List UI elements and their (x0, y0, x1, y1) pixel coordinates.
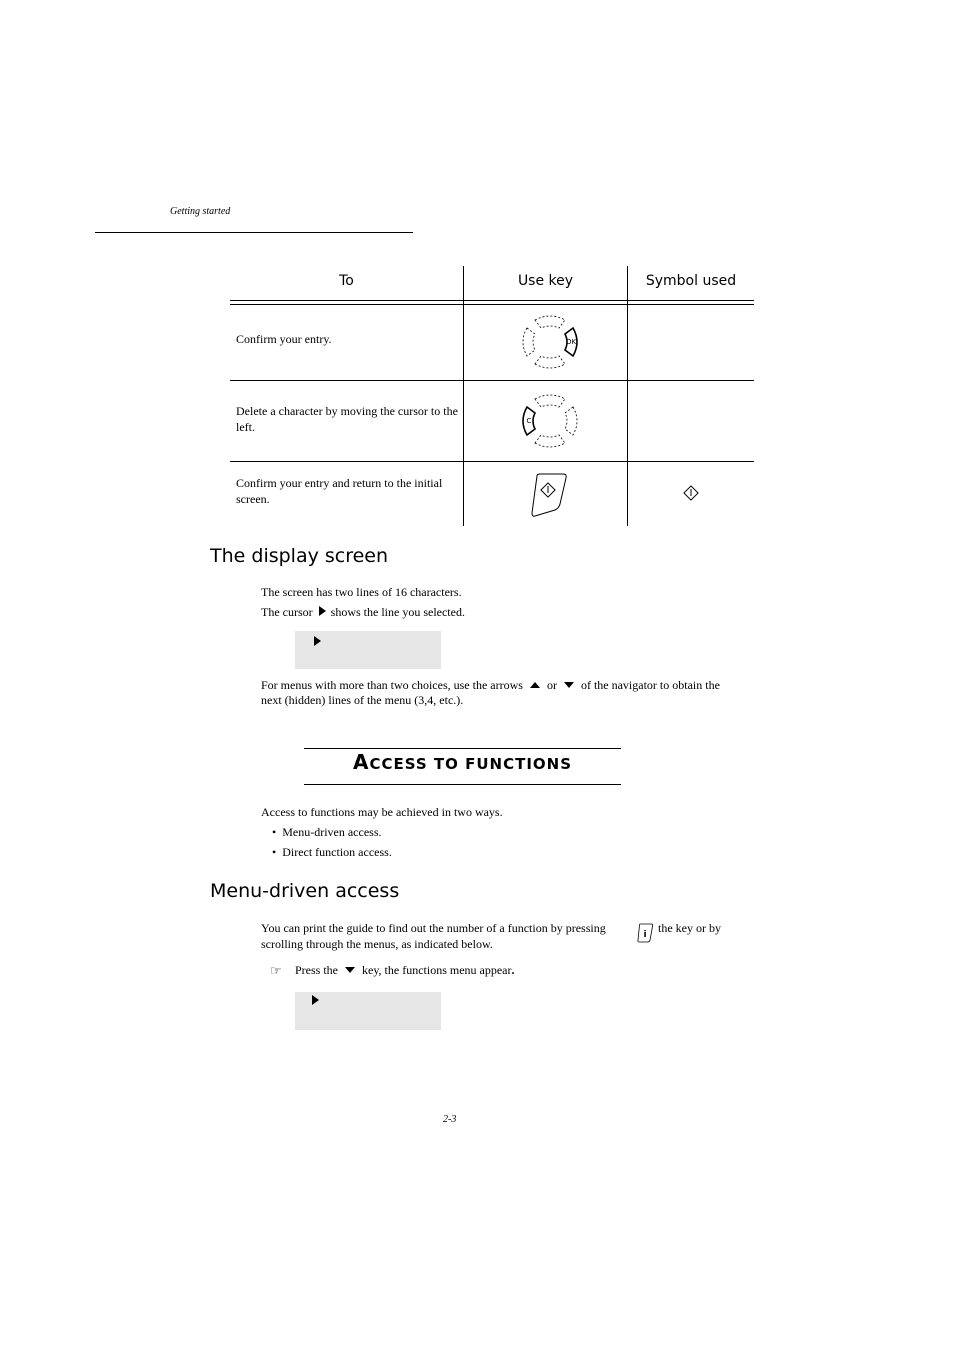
table-row-action: Confirm your entry and return to the initial screen. (236, 476, 443, 506)
chapter-title (304, 750, 621, 774)
text-fragment: of the navigator to obtain the (580, 678, 720, 692)
title-rest: CCESS TO FUNCTIONS (369, 755, 573, 773)
title-rule (304, 748, 621, 749)
list-item-text: Menu-driven access. (282, 825, 382, 839)
ok-label: OK (565, 338, 577, 346)
paragraph: The screen has two lines of 16 characters. (261, 585, 462, 599)
cursor-arrow-icon (319, 606, 326, 616)
paragraph: Access to functions may be achieved in two ways. (261, 805, 503, 819)
col-header-symbol: Symbol used (645, 273, 737, 289)
paragraph: next (hidden) lines of the menu (3,4, etc.). (261, 693, 464, 707)
navigator-ok-icon (519, 312, 581, 372)
stop-key-icon (529, 472, 569, 518)
lcd-display (295, 992, 441, 1030)
page-number: 2-3 (443, 1114, 457, 1125)
navigator-c-icon (519, 391, 581, 451)
stop-symbol-icon (683, 485, 699, 501)
text-fragment: The cursor (261, 605, 313, 619)
header-divider (95, 232, 413, 233)
section-heading: Menu-driven access (210, 880, 400, 902)
title-initial: A (352, 750, 370, 774)
list-item: • Menu-driven access. (272, 825, 382, 839)
text-fragment: shows the line you selected. (330, 605, 465, 619)
paragraph (261, 605, 465, 620)
col-header-use-key: Use key (517, 273, 574, 289)
title-rule (304, 784, 621, 785)
down-arrow-icon (345, 967, 355, 973)
text-fragment: the key or by (658, 921, 721, 935)
up-arrow-icon (530, 682, 540, 688)
info-key-icon (636, 922, 654, 944)
paragraph (261, 678, 720, 693)
table-header-rule (230, 300, 754, 301)
text-fragment: key, the functions menu appear (362, 963, 512, 977)
text-fragment: . (511, 963, 515, 977)
table-row-action: Confirm your entry. (236, 332, 332, 346)
text-fragment: For menus with more than two choices, use the arrows (261, 678, 523, 692)
paragraph (261, 921, 606, 936)
table-row-rule (230, 461, 754, 462)
text-fragment: or (546, 678, 557, 692)
col-header-to: To (339, 273, 354, 289)
cursor-arrow-icon (312, 995, 319, 1005)
section-heading: The display screen (210, 545, 389, 567)
table-row-rule (230, 380, 754, 381)
down-arrow-icon (564, 682, 574, 688)
cursor-arrow-icon (314, 636, 321, 646)
pointing-hand-icon: ☞ (270, 963, 282, 978)
table-divider (627, 266, 628, 526)
svg-text:i: i (643, 930, 647, 940)
list-item-text: Direct function access. (282, 845, 392, 859)
text-fragment: Press the (295, 963, 338, 977)
lcd-display (295, 631, 441, 669)
paragraph: scrolling through the menus, as indicated below. (261, 937, 493, 951)
table-row-action: Delete a character by moving the cursor to the left. (236, 404, 458, 434)
step-instruction (295, 963, 515, 978)
table-header-rule (230, 304, 754, 305)
table-divider (463, 266, 464, 526)
c-label: C (526, 417, 532, 425)
section-header: Getting started (170, 206, 231, 217)
text-fragment: You can print the guide to find out the number of a function by pressing (261, 921, 606, 935)
list-item: • Direct function access. (272, 845, 392, 859)
